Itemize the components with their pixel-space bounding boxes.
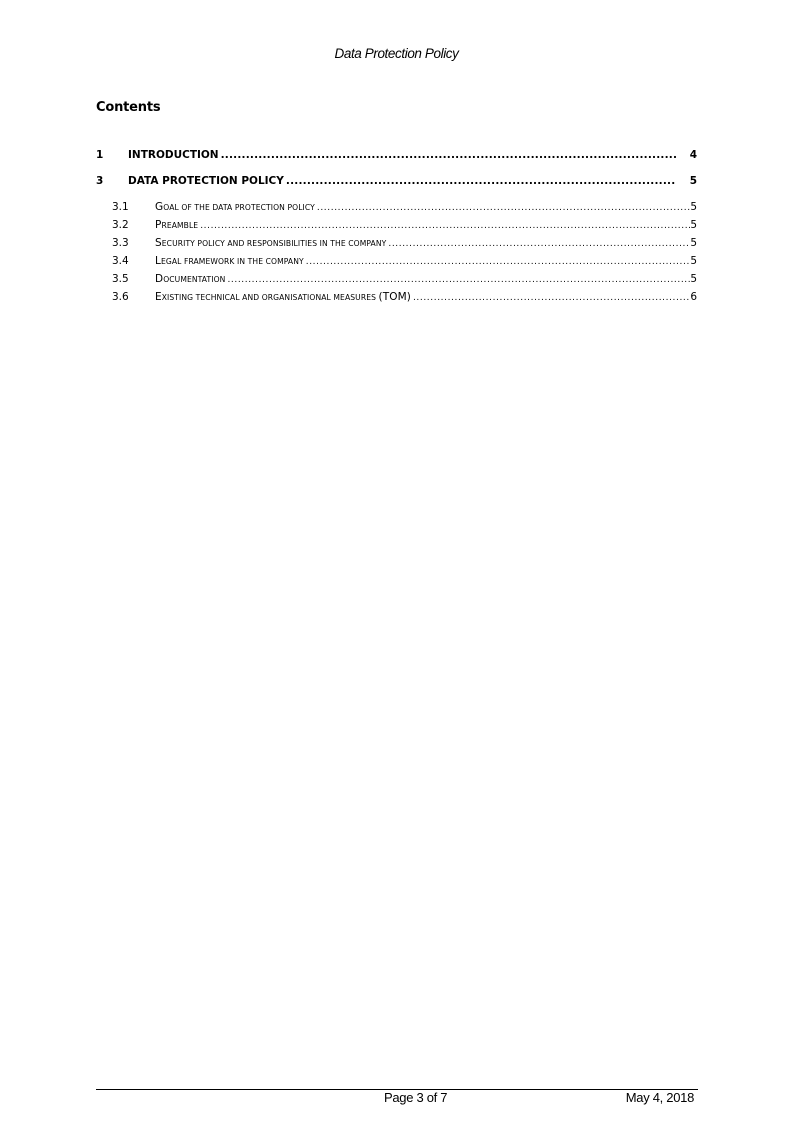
toc-subentry-page: 6: [690, 291, 697, 303]
toc-leader-dots: [286, 175, 676, 187]
toc-subentry-documentation[interactable]: [96, 273, 697, 285]
toc-entry-page: 5: [689, 175, 697, 187]
toc-subentry-title: [155, 219, 200, 231]
toc-leader-dots: [227, 275, 690, 285]
toc-subentry-title-rest: ECURITY POLICY AND RESPONSIBILITIES IN THE COMPANY: [161, 239, 387, 248]
toc-subentry-number: 3.2: [112, 219, 129, 231]
toc-entry-number: 1: [96, 149, 104, 161]
toc-subentry-technical-measures[interactable]: [96, 291, 697, 303]
toc-subentry-number: 3.4: [112, 255, 129, 267]
toc-subentry-number: 3.5: [112, 273, 129, 285]
toc-subentry-title: [155, 255, 306, 267]
toc-subentry-legal-framework[interactable]: [96, 255, 697, 267]
contents-heading: Contents: [96, 100, 161, 115]
toc-subentry-number: 3.6: [112, 291, 129, 303]
toc-subentry-page: 5: [690, 201, 697, 213]
toc-subentry-page: 5: [690, 273, 697, 285]
toc-leader-dots: [200, 221, 690, 231]
toc-subentry-page: 5: [690, 219, 697, 231]
toc-leader-dots: [221, 149, 676, 161]
toc-subentry-goal[interactable]: [96, 201, 697, 213]
toc-leader-dots: [413, 293, 690, 303]
toc-entry-page: 4: [689, 149, 697, 161]
toc-leader-dots: [388, 239, 690, 249]
toc-leader-dots: [317, 203, 690, 213]
toc-entry-title: DATA PROTECTION POLICY: [128, 175, 284, 187]
toc-entry-title: INTRODUCTION: [128, 149, 219, 161]
toc-subentry-title-rest: OAL OF THE DATA PROTECTION POLICY: [163, 203, 315, 212]
toc-subentry-security-policy[interactable]: [96, 237, 697, 249]
toc-subentry-number: 3.3: [112, 237, 129, 249]
toc-subentry-title-initial: D: [155, 273, 164, 285]
toc-subentry-title: [155, 273, 227, 285]
toc-subentry-title-initial: G: [155, 201, 164, 213]
toc-subentry-title-tail: (TOM): [378, 291, 411, 303]
toc-subentry-title: [155, 237, 388, 249]
toc-entry-data-protection-policy[interactable]: [96, 175, 697, 187]
toc-subentry-number: 3.1: [112, 201, 129, 213]
toc-subentry-title-initial: L: [155, 255, 161, 267]
toc-subentry-page: 5: [690, 237, 697, 249]
toc-subentry-title-rest: EGAL FRAMEWORK IN THE COMPANY: [160, 257, 304, 266]
toc-subentry-page: 5: [690, 255, 697, 267]
toc-entry-number: 3: [96, 175, 104, 187]
toc-subentry-title-rest: REAMBLE: [161, 221, 199, 230]
toc-subentry-title: [155, 291, 413, 303]
toc-subentry-title: [155, 201, 317, 213]
toc-subentry-preamble[interactable]: [96, 219, 697, 231]
toc-subentry-title-initial: S: [155, 237, 162, 249]
toc-subentry-title-rest: OCUMENTATION: [163, 275, 226, 284]
toc-leader-dots: [306, 257, 691, 267]
footer-date: May 4, 2018: [625, 1090, 694, 1105]
page-header-title: Data Protection Policy: [334, 46, 459, 61]
toc-subentry-title-initial: P: [155, 219, 162, 231]
toc-subentry-title-rest: XISTING TECHNICAL AND ORGANISATIONAL MEASURES: [161, 293, 377, 302]
footer-page-number: Page 3 of 7: [384, 1090, 448, 1105]
toc-subentry-title-initial: E: [155, 291, 162, 303]
toc-entry-introduction[interactable]: [96, 149, 697, 161]
